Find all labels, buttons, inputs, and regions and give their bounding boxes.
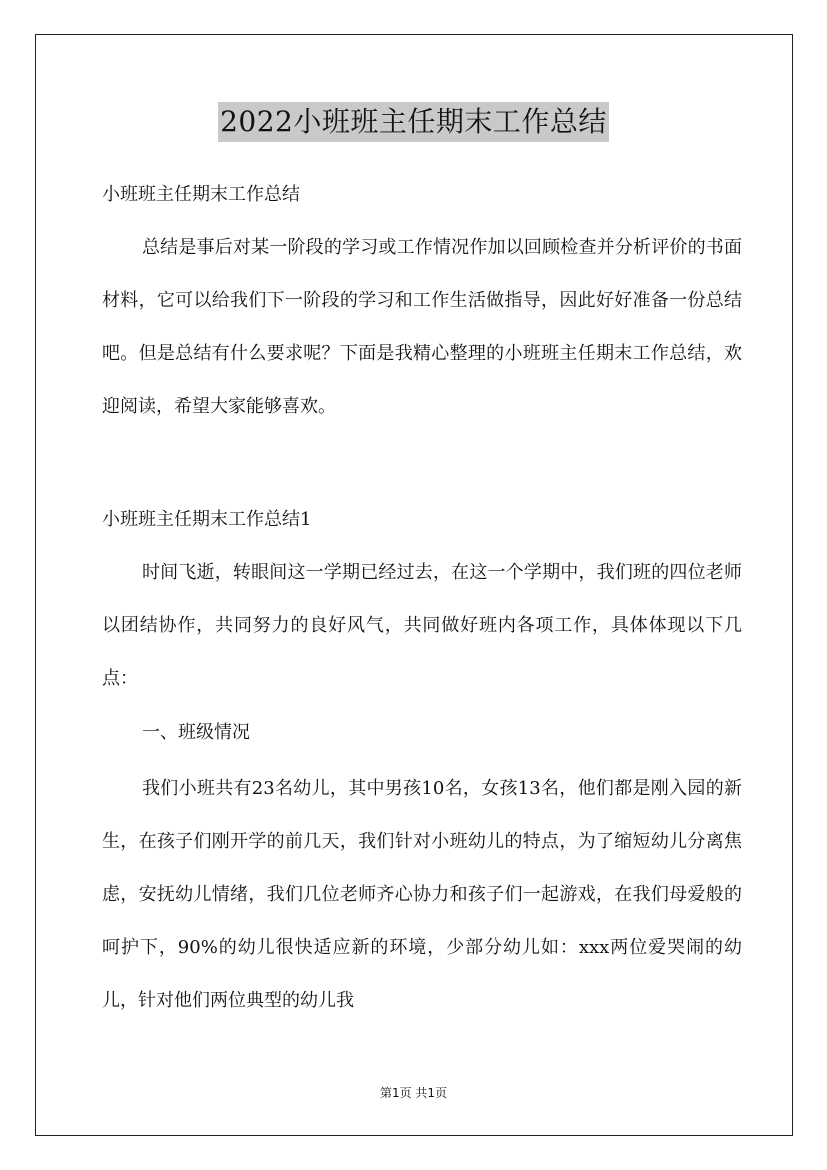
document-subtitle: 小班班主任期末工作总结 [102,184,300,205]
subsection1-paragraph: 我们小班共有23名幼儿，其中男孩10名，女孩13名，他们都是刚入园的新生，在孩子们刚开学的前几天，我们针对小班幼儿的特点，为了缩短幼儿分离焦虑，安抚幼儿情绪，我们几位老师齐心协力和孩子们一起游戏，在我们母爱般的呵护下，90%的幼儿很快适应新的环境，少部分幼儿如：xxx两位爱哭闹的幼儿，针对他们两位典型的幼儿我 [102,778,742,1011]
subsection1-heading: 一、班级情况 [142,722,250,743]
section1-heading: 小班班主任期末工作总结1 [102,509,312,530]
intro-paragraph: 总结是事后对某一阶段的学习或工作情况作加以回顾检查并分析评价的书面材料，它可以给我们下一阶段的学习和工作生活做指导，因此好好准备一份总结吧。但是总结有什么要求呢？下面是我精心整理的小班班主任期末工作总结，欢迎阅读，希望大家能够喜欢。 [102,237,742,417]
document-title: 2022小班班主任期末工作总结 [218,102,609,142]
page-footer: 第1页 共1页 [379,1086,448,1100]
title-container [0,102,827,142]
section1-paragraph: 时间飞逝，转眼间这一学期已经过去，在这一个学期中，我们班的四位老师以团结协作，共同努力的良好风气，共同做好班内各项工作，具体体现以下几点： [102,562,742,689]
